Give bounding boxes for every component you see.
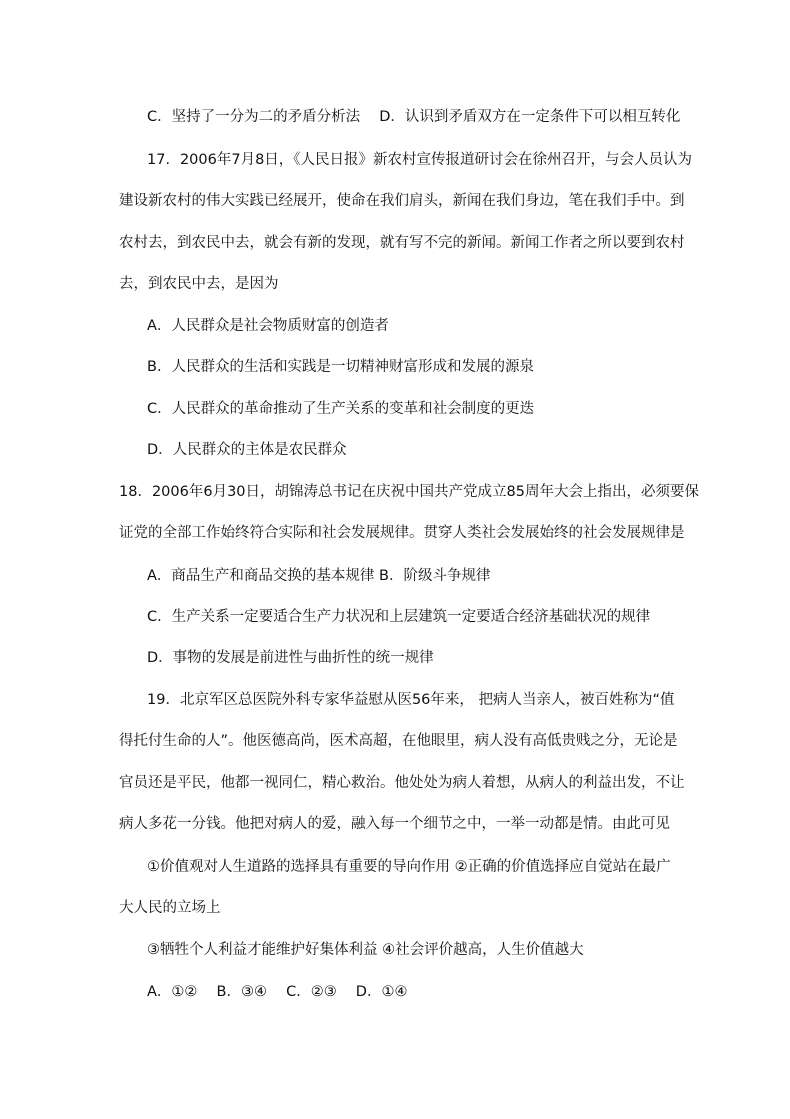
q18-stem-line-2: 证党的全部工作始终符合实际和社会发展规律。贯穿人类社会发展始终的社会发展规律是 [119,525,685,541]
q19-statements-12: ①价值观对人生道路的选择具有重要的导向作用 ②正确的价值选择应自觉站在最广 [147,859,671,875]
q19-stem-line-4: 病人多花一分钱。他把对病人的爱，融入每一个细节之中，一举一动都是情。由此可见 [119,816,670,832]
q17-stem-line-1: 17．2006年7月8日，《人民日报》新农村宣传报道研讨会在徐州召开，与会人员认为 [147,152,693,168]
q17-option-d: D．人民群众的主体是农民群众 [147,442,347,458]
q19-statements-12-cont: 大人民的立场上 [119,900,221,916]
q17-stem-line-4: 去，到农民中去，是因为 [119,276,279,292]
q18-stem-line-1: 18．2006年6月30日，胡锦涛总书记在庆祝中国共产党成立85周年大会上指出，必须要保 [119,484,699,500]
q17-stem-line-2: 建设新农村的伟大实践已经展开，使命在我们肩头，新闻在我们身边，笔在我们手中。到 [119,193,685,209]
q19-stem-line-3: 官员还是平民，他都一视同仁，精心救治。他处处为病人着想，从病人的利益出发，不让 [119,775,685,791]
q19-stem-line-1: 19．北京军区总医院外科专家华益慰从医56年来， 把病人当亲人，被百姓称为“值 [147,692,675,708]
q19-stem-line-2: 得托付生命的人”。他医德高尚，医术高超，在他眼里，病人没有高低贵贱之分，无论是 [119,733,678,749]
q18-option-d: D．事物的发展是前进性与曲折性的统一规律 [147,650,434,666]
q19-statements-34: ③牺牲个人利益才能维护好集体利益 ④社会评价越高，人生价值越大 [147,942,584,958]
q17-option-b: B．人民群众的生活和实践是一切精神财富形成和发展的源泉 [147,359,534,375]
q17-option-c: C．人民群众的革命推动了生产关系的变革和社会制度的更迭 [147,401,535,417]
q18-options-ab: A．商品生产和商品交换的基本规律 B．阶级斗争规律 [147,568,491,584]
q19-options: A．①② B．③④ C．②③ D．①④ [147,984,408,1000]
q16-options-cd: C．坚持了一分为二的矛盾分析法 D．认识到矛盾双方在一定条件下可以相互转化 [147,109,681,125]
q17-option-a: A．人民群众是社会物质财富的创造者 [147,318,389,334]
q18-option-c: C．生产关系一定要适合生产力状况和上层建筑一定要适合经济基础状况的规律 [147,609,651,625]
q17-stem-line-3: 农村去，到农民中去，就会有新的发现，就有写不完的新闻。新闻工作者之所以要到农村 [119,235,685,251]
